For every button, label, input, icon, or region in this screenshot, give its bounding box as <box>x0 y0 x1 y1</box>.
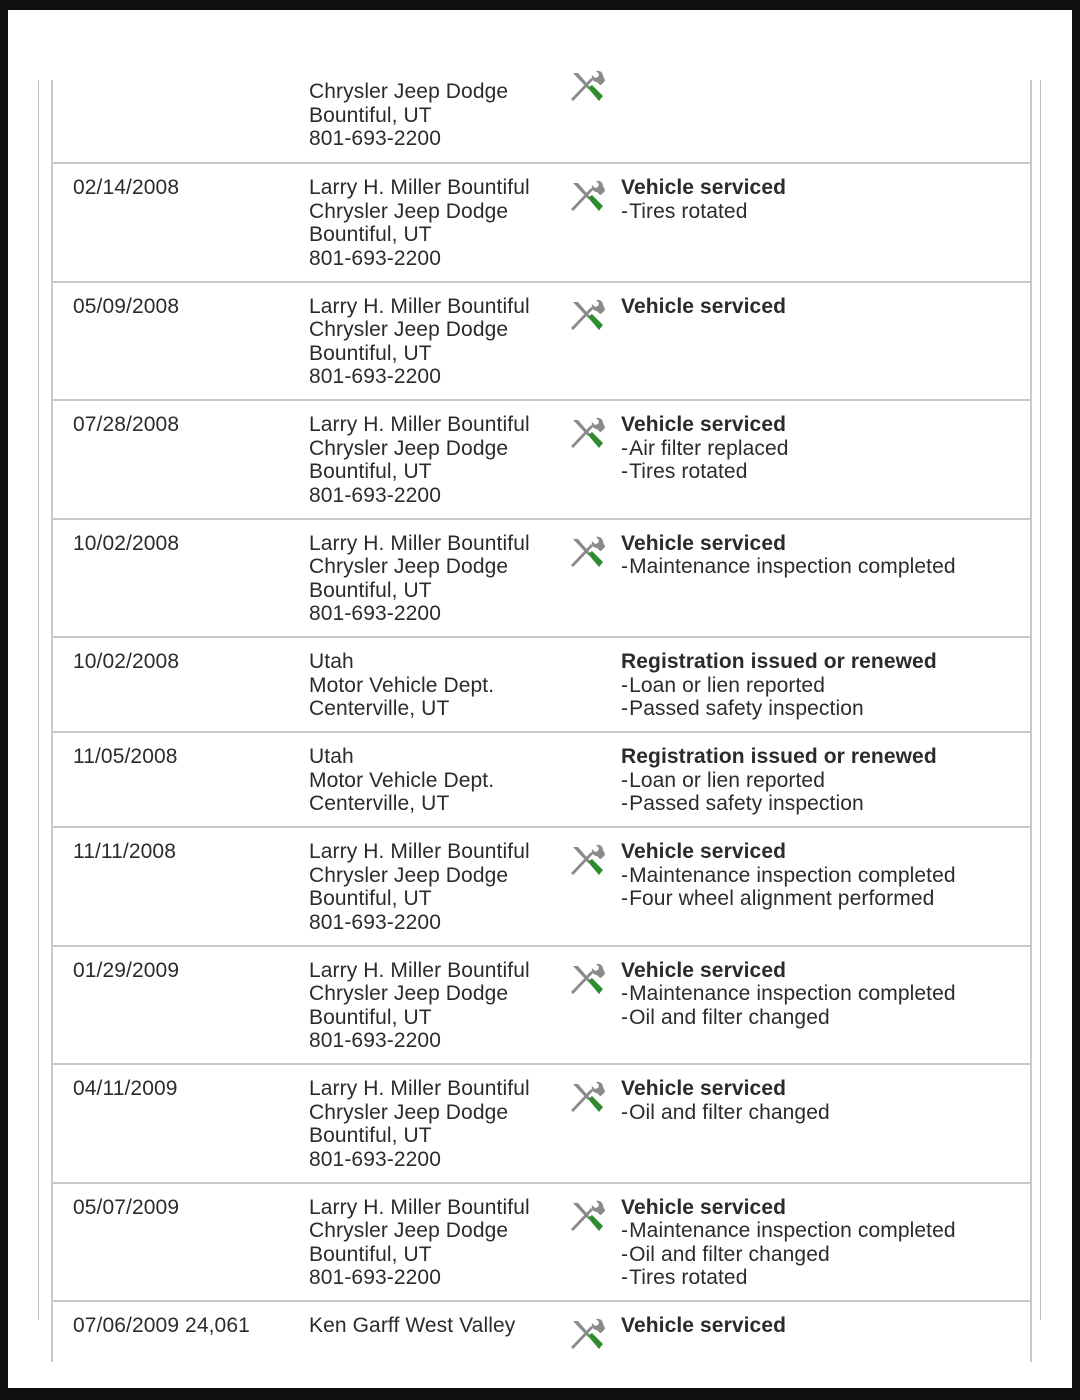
location-line: Larry H. Miller Bountiful <box>309 294 530 318</box>
record-title: Vehicle serviced <box>621 294 787 318</box>
location-line: Utah <box>309 745 354 768</box>
location-cell <box>309 1077 530 1171</box>
location-line: 801-693-2200 <box>309 483 441 507</box>
location-line: Chrysler Jeep Dodge <box>309 863 509 887</box>
service-tools-icon <box>567 178 607 218</box>
location-line: Chrysler Jeep Dodge <box>309 199 509 223</box>
record-title: Vehicle serviced <box>621 1077 787 1100</box>
record-detail: - Air filter replaced <box>621 437 789 461</box>
vehicle-history-table <box>51 80 1032 1362</box>
record-title: Registration issued or renewed <box>621 745 937 768</box>
location-line: Bountiful, UT <box>309 103 432 127</box>
record-detail: - Tires rotated <box>621 460 789 484</box>
location-line: Larry H. Miller Bountiful <box>309 958 530 982</box>
service-tools-icon <box>567 1198 607 1238</box>
service-tools-icon-svg <box>567 178 607 218</box>
record-date: 04/11/2009 <box>73 1077 178 1100</box>
location-line: 801-693-2200 <box>309 1029 441 1052</box>
service-tools-icon-svg <box>567 961 607 1001</box>
service-tools-icon <box>567 961 607 1001</box>
record-detail: - Passed safety inspection <box>621 792 937 816</box>
location-line: Motor Vehicle Dept. <box>309 768 495 792</box>
record-detail: - Maintenance inspection completed <box>621 1219 956 1243</box>
table-row <box>53 283 1030 402</box>
location-line: Larry H. Miller Bountiful <box>309 531 530 555</box>
record-date: 07/28/2008 <box>73 413 180 436</box>
service-tools-icon <box>567 415 607 455</box>
location-cell <box>309 176 530 270</box>
location-cell <box>309 1314 515 1338</box>
location-line: Chrysler Jeep Dodge <box>309 982 509 1005</box>
service-tools-icon-svg <box>567 415 607 455</box>
location-line: Bountiful, UT <box>309 1005 432 1029</box>
location-cell <box>309 413 530 507</box>
record-description <box>621 959 956 1030</box>
service-tools-icon-svg <box>567 1079 607 1119</box>
table-row <box>53 1065 1030 1184</box>
location-line: Motor Vehicle Dept. <box>309 673 495 697</box>
service-tools-icon-svg <box>567 1198 607 1238</box>
record-description <box>621 532 956 579</box>
service-tools-icon <box>567 68 607 108</box>
record-title: Vehicle serviced <box>621 1314 787 1337</box>
location-line: Larry H. Miller Bountiful <box>309 1077 530 1100</box>
location-line: Chrysler Jeep Dodge <box>309 436 509 460</box>
record-detail: - Maintenance inspection completed <box>621 864 956 888</box>
record-description <box>621 650 937 721</box>
table-row-partial-bottom <box>53 1302 1030 1362</box>
service-tools-icon <box>567 842 607 882</box>
record-date: 02/14/2008 <box>73 176 180 199</box>
table-row <box>53 947 1030 1066</box>
record-description <box>621 840 956 911</box>
frame-right-border <box>1040 80 1041 1320</box>
record-title: Vehicle serviced <box>621 958 787 982</box>
location-line: Larry H. Miller Bountiful <box>309 176 530 199</box>
location-line: 801-693-2200 <box>309 1147 441 1171</box>
record-date: 05/07/2009 <box>73 1195 180 1219</box>
location-line: Centerville, UT <box>309 792 450 815</box>
record-detail: - Oil and filter changed <box>621 1006 956 1030</box>
location-line: Chrysler Jeep Dodge <box>309 80 509 103</box>
record-description <box>621 176 786 223</box>
location-line: Chrysler Jeep Dodge <box>309 1100 509 1124</box>
location-line: 801-693-2200 <box>309 246 441 270</box>
record-date: 05/09/2008 <box>73 294 180 318</box>
table-row <box>53 520 1030 639</box>
service-tools-icon-svg <box>567 842 607 882</box>
location-line: Larry H. Miller Bountiful <box>309 1195 530 1219</box>
location-line: Chrysler Jeep Dodge <box>309 1219 509 1242</box>
service-tools-icon-svg <box>567 68 607 108</box>
table-row-partial-top <box>53 80 1030 164</box>
record-title: Vehicle serviced <box>621 176 787 199</box>
record-date: 10/02/2008 <box>73 531 180 555</box>
location-line: 801-693-2200 <box>309 1266 441 1289</box>
service-tools-icon <box>567 297 607 337</box>
record-date <box>73 1314 250 1338</box>
record-detail: - Tires rotated <box>621 200 786 224</box>
service-tools-icon <box>567 534 607 574</box>
table-row <box>53 828 1030 947</box>
service-tools-icon <box>567 1079 607 1119</box>
location-line: Bountiful, UT <box>309 578 432 602</box>
location-line: 801-693-2200 <box>309 910 441 934</box>
location-cell <box>309 80 508 151</box>
location-line: Bountiful, UT <box>309 223 432 246</box>
location-cell <box>309 295 530 389</box>
record-date: 01/29/2009 <box>73 958 180 982</box>
location-cell <box>309 745 494 816</box>
document-page <box>8 10 1072 1388</box>
location-line: 801-693-2200 <box>309 127 441 150</box>
location-line: Larry H. Miller Bountiful <box>309 840 530 863</box>
service-tools-icon-svg <box>567 534 607 574</box>
record-description <box>621 1077 830 1124</box>
table-row <box>53 733 1030 828</box>
frame-left-border <box>38 80 39 1320</box>
record-title: Registration issued or renewed <box>621 650 937 673</box>
location-line: Centerville, UT <box>309 697 450 720</box>
service-tools-icon <box>567 1316 607 1356</box>
record-title: Vehicle serviced <box>621 1195 787 1219</box>
location-cell <box>309 1196 530 1290</box>
record-detail: - Maintenance inspection completed <box>621 982 956 1006</box>
location-line: Bountiful, UT <box>309 1242 432 1266</box>
record-description <box>621 413 789 484</box>
history-viewport[interactable] <box>38 80 1044 1337</box>
table-row <box>53 401 1030 520</box>
location-cell <box>309 959 530 1053</box>
record-detail: - Maintenance inspection completed <box>621 555 956 579</box>
location-line: Utah <box>309 650 354 673</box>
service-tools-icon-svg <box>567 1316 607 1356</box>
record-description <box>621 1196 956 1290</box>
location-line: Bountiful, UT <box>309 460 432 483</box>
location-line: 801-693-2200 <box>309 602 441 625</box>
record-description <box>621 745 937 816</box>
location-line: Bountiful, UT <box>309 341 432 365</box>
location-line: 801-693-2200 <box>309 365 441 388</box>
record-date-text: 07/06/2009 <box>73 1314 180 1337</box>
location-cell <box>309 650 494 721</box>
record-description <box>621 295 786 319</box>
record-description <box>621 1314 786 1338</box>
record-title: Vehicle serviced <box>621 531 787 555</box>
location-line: Bountiful, UT <box>309 887 432 910</box>
location-cell <box>309 840 530 934</box>
location-line: Bountiful, UT <box>309 1124 432 1147</box>
record-date: 11/05/2008 <box>73 745 178 768</box>
location-line: Larry H. Miller Bountiful <box>309 413 530 436</box>
record-detail: - Oil and filter changed <box>621 1101 830 1125</box>
record-detail: - Passed safety inspection <box>621 697 937 721</box>
service-tools-icon-svg <box>567 297 607 337</box>
record-title: Vehicle serviced <box>621 413 787 436</box>
record-detail: - Tires rotated <box>621 1266 956 1290</box>
record-detail: - Four wheel alignment performed <box>621 887 956 911</box>
location-line: Ken Garff West Valley <box>309 1314 516 1337</box>
record-detail: - Oil and filter changed <box>621 1243 956 1267</box>
location-cell <box>309 532 530 626</box>
record-date: 10/02/2008 <box>73 650 180 673</box>
record-date: 11/11/2008 <box>73 840 176 863</box>
location-line: Chrysler Jeep Dodge <box>309 318 509 341</box>
record-mileage: 24,061 <box>185 1314 250 1337</box>
location-line: Chrysler Jeep Dodge <box>309 555 509 578</box>
table-row <box>53 638 1030 733</box>
record-detail: - Loan or lien reported <box>621 769 937 793</box>
record-title: Vehicle serviced <box>621 840 787 863</box>
record-detail: - Loan or lien reported <box>621 674 937 698</box>
table-row <box>53 1184 1030 1303</box>
table-row <box>53 164 1030 283</box>
